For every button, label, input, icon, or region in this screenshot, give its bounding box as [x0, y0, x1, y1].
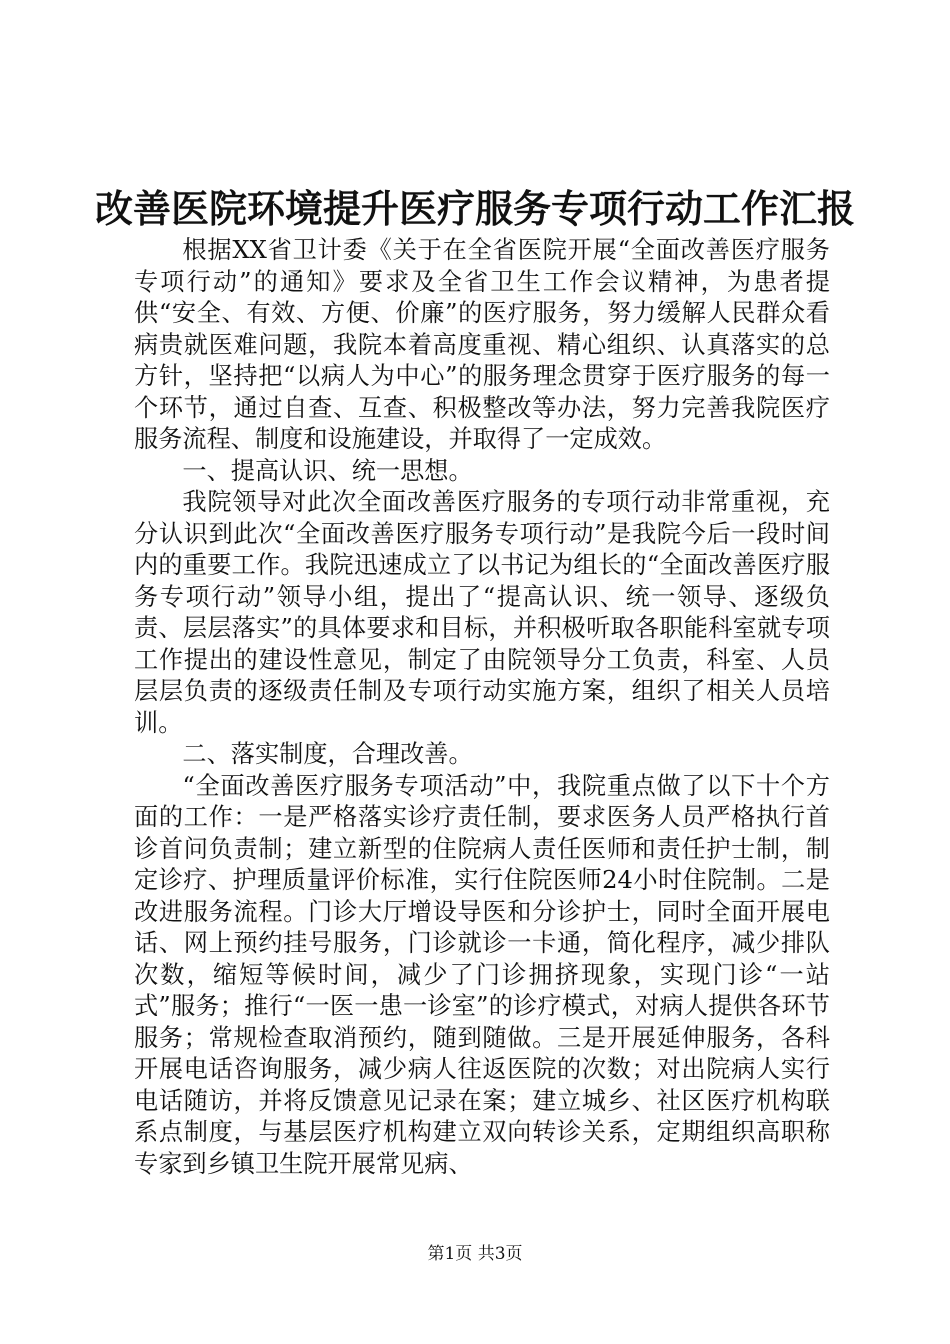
document-body [134, 235, 830, 1180]
page-footer: 第1页 共3页 [427, 1244, 523, 1264]
paragraph-section-2: “全面改善医疗服务专项活动”中，我院重点做了以下十个方面的工作：一是严格落实诊疗责任制，要求医务人员严格执行首诊首问负责制；建立新型的住院病人责任医师和责任护士制，制定诊疗、护理质量评价标准，实行住院医师24小时住院制。二是改进服务流程。门诊大厅增设导医和分诊护士，同时全面开展电话、网上预约挂号服务，门诊就诊一卡通，简化程序，减少排队次数，缩短等候时间，减少了门诊拥挤现象，实现门诊“一站式”服务；推行“一医一患一诊室”的诊疗模式，对病人提供各环节服务；常规检查取消预约，随到随做。三是开展延伸服务，各科开展电话咨询服务，减少病人往返医院的次数；对出院病人实行电话随访，并将反馈意见记录在案；建立城乡、社区医疗机构联系点制度，与基层医疗机构建立双向转诊关系，定期组织高职称专家到乡镇卫生院开展常见病、 [134, 771, 830, 1178]
paragraph-intro: 根据XX省卫计委《关于在全省医院开展“全面改善医疗服务专项行动”的通知》要求及全省卫生工作会议精神，为患者提供“安全、有效、方便、价廉”的医疗服务，努力缓解人民群众看病贵就医难问题，我院本着高度重视、精心组织、认真落实的总方针，坚持把“以病人为中心”的服务理念贯穿于医疗服务的每一个环节，通过自查、互查、积极整改等办法，努力完善我院医疗服务流程、制度和设施建设，并取得了一定成效。 [134, 236, 830, 453]
document-title: 改善医院环境提升医疗服务专项行动工作汇报 [94, 186, 855, 231]
section-heading-1: 一、提高认识、统一思想。 [182, 456, 473, 485]
paragraph-section-1: 我院领导对此次全面改善医疗服务的专项行动非常重视，充分认识到此次“全面改善医疗服务专项行动”是我院今后一段时间内的重要工作。我院迅速成立了以书记为组长的“全面改善医疗服务专项行动”领导小组，提出了“提高认识、统一领导、逐级负责、层层落实”的具体要求和目标，并积极听取各职能科室就专项工作提出的建设性意见，制定了由院领导分工负责，科室、人员层层负责的逐级责任制及专项行动实施方案，组织了相关人员培训。 [134, 488, 830, 737]
section-heading-2: 二、落实制度，合理改善。 [182, 740, 473, 768]
